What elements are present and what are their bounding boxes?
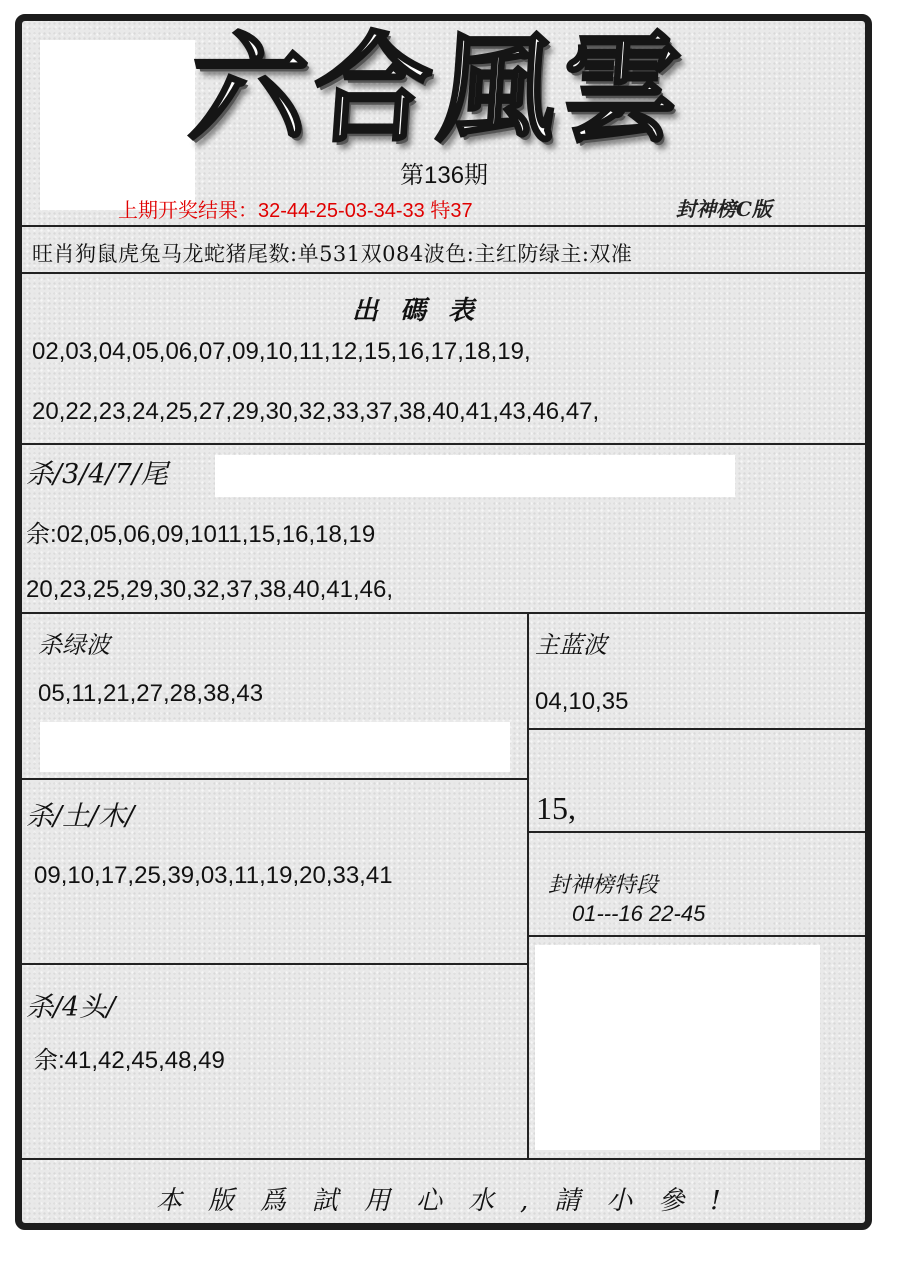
divider (529, 728, 865, 730)
special-range-label: 封神榜特段 (548, 873, 659, 898)
divider (22, 612, 865, 614)
divider (22, 443, 865, 445)
code-table-line-1: 02,03,04,05,06,07,09,10,11,12,15,16,17,18,19, (32, 338, 531, 365)
kill-tail-label: 杀/3/4/7/尾 (26, 459, 168, 490)
logo-title: 六合風雲 (185, 19, 691, 158)
kill-head-label: 杀/4头/ (26, 992, 116, 1023)
divider (22, 225, 865, 227)
divider (529, 831, 865, 833)
zodiac-tail-color-line: 旺肖狗鼠虎兔马龙蛇猪尾数:单531双084波色:主红防绿主:双准 (32, 242, 633, 266)
blank-patch-tail (215, 455, 735, 497)
kill-earth-wood-label: 杀/土/木/ (26, 801, 135, 832)
main-blue-numbers: 04,10,35 (535, 688, 629, 715)
blank-patch-header-left (40, 40, 195, 210)
footer-disclaimer: 本版爲試用心水,請小參! (156, 1186, 747, 1216)
blank-patch-green (40, 722, 510, 772)
divider (529, 935, 865, 937)
kill-green-numbers: 05,11,21,27,28,38,43 (38, 680, 264, 707)
special-range-value: 01---16 22-45 (572, 901, 706, 926)
kill-green-label: 杀绿波 (38, 631, 110, 659)
kill-tail-line-2: 20,23,25,29,30,32,37,38,40,41,46, (26, 576, 393, 603)
code-table-line-2: 20,22,23,24,25,27,29,30,32,33,37,38,40,41,43,46,47, (32, 398, 600, 425)
issue-number: 第136期 (400, 162, 489, 189)
kill-earth-wood-numbers: 09,10,17,25,39,03,11,19,20,33,41 (34, 862, 393, 889)
kill-head-numbers: 余:41,42,45,48,49 (34, 1047, 225, 1074)
code-table-title: 出碼表 (352, 296, 497, 326)
blank-patch-bottom-right (535, 945, 820, 1150)
column-divider (527, 612, 529, 1159)
last-draw-result: 上期开奖结果：32-44-25-03-34-33 特37 (118, 200, 473, 222)
divider (22, 272, 865, 274)
edition-label: 封神榜C版 (676, 197, 772, 221)
divider (22, 963, 528, 965)
single-pick-number: 15, (536, 790, 576, 826)
divider (22, 1158, 865, 1160)
divider (22, 778, 528, 780)
main-blue-label: 主蓝波 (535, 631, 607, 659)
kill-tail-line-1: 余:02,05,06,09,1011,15,16,18,19 (26, 521, 376, 548)
